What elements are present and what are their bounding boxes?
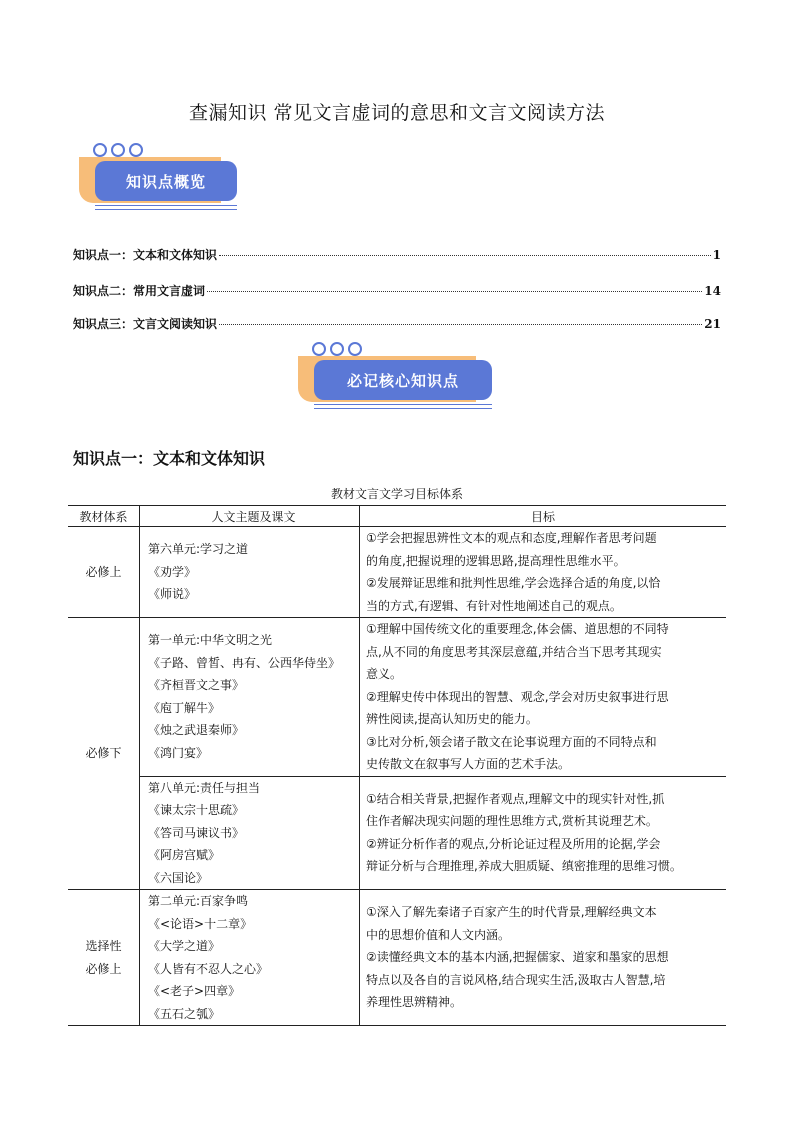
lesson-title: 《烛之武退秦师》: [148, 723, 245, 738]
toc-page: 21: [704, 317, 721, 331]
goal-line: 特点以及各自的言说风格,结合现实生活,汲取古人智慧,培: [366, 972, 666, 987]
unit-title: 第六单元:学习之道: [148, 542, 249, 557]
toc-page: 1: [712, 248, 721, 262]
goal-line: 中的思想价值和人文内涵。: [366, 927, 511, 942]
lesson-title: 《五石之瓠》: [148, 1006, 221, 1021]
section-heading: 知识点一：文本和文体知识: [73, 449, 266, 468]
unit-title: 第一单元:中华文明之光: [148, 633, 273, 648]
system-text: 选择性: [85, 939, 122, 953]
texts-cell: [140, 890, 360, 1026]
goal-line: 的角度,把握说理的逻辑思路,提高理性思维水平。: [366, 553, 626, 568]
lesson-title: 《<论语>十二章》: [148, 916, 253, 931]
page-title: 查漏知识 常见文言虚词的意思和文言文阅读方法: [188, 102, 606, 124]
lesson-title: 《鸿门宴》: [148, 745, 209, 760]
badge-underline: [314, 404, 492, 409]
goal-line: 点,从不同的角度思考其深层意蕴,并结合当下思考其现实: [366, 644, 662, 659]
lesson-title: 《六国论》: [148, 870, 209, 885]
goal-line: ①深入了解先秦诸子百家产生的时代背景,理解经典文本: [366, 905, 657, 920]
goal-line: ②发展辩证思维和批判性思维,学会选择合适的角度,以恰: [366, 576, 661, 590]
core-badge: [298, 342, 494, 410]
system-cell: [68, 527, 140, 618]
toc-item[interactable]: [73, 282, 721, 299]
lesson-title: 《师说》: [148, 587, 197, 602]
system-cell: [68, 890, 140, 1026]
lesson-title: 《大学之道》: [148, 939, 221, 953]
lesson-title: 《齐桓晋文之事》: [148, 678, 245, 693]
goal-line: ①理解中国传统文化的重要理念,体会儒、道思想的不同特: [366, 622, 669, 636]
toc-page: 14: [704, 284, 721, 298]
goals-cell: [360, 890, 727, 1026]
unit-title: 第二单元:百家争鸣: [148, 894, 249, 908]
toc-item[interactable]: [73, 246, 721, 263]
header-goals: 目标: [360, 506, 727, 527]
toc-label: 知识点二：常用文言虚词: [73, 284, 206, 298]
goal-line: ①学会把握思辨性文本的观点和态度,理解作者思考问题: [366, 531, 657, 545]
goal-line: ②读懂经典文本的基本内涵,把握儒家、道家和墨家的思想: [366, 950, 669, 965]
header-texts: 人文主题及课文: [140, 506, 360, 527]
badge-underline: [95, 205, 237, 210]
overview-badge-label: 知识点概览: [95, 161, 237, 201]
lesson-title: 《答司马谏议书》: [148, 825, 245, 840]
goals-table: [68, 505, 726, 1026]
texts-cell: [140, 618, 360, 777]
texts-cell: [140, 776, 360, 890]
texts-cell: [140, 527, 360, 618]
toc-leader: [219, 255, 711, 256]
lesson-title: 《庖丁解牛》: [148, 700, 221, 715]
system-text: 必修下: [85, 746, 122, 761]
goal-line: ②辨证分析作者的观点,分析论证过程及所用的论据,学会: [366, 836, 661, 851]
lesson-title: 《子路、曾皙、冉有、公西华侍坐》: [148, 655, 341, 670]
toc-leader: [219, 324, 702, 325]
goal-line: 当的方式,有逻辑、有针对性地阐述自己的观点。: [366, 598, 622, 613]
goals-cell: [360, 776, 727, 890]
goals-cell: [360, 527, 727, 618]
binder-rings-icon: [312, 342, 362, 356]
goal-line: 辨性阅读,提高认知历史的能力。: [366, 712, 538, 726]
goal-line: ①结合相关背景,把握作者观点,理解文中的现实针对性,抓: [366, 791, 665, 806]
lesson-title: 《谏太宗十思疏》: [148, 803, 245, 817]
goal-line: 意义。: [366, 667, 403, 681]
table-row: [68, 890, 726, 1026]
lesson-title: 《阿房宫赋》: [148, 848, 221, 862]
goal-line: ②理解史传中体现出的智慧、观念,学会对历史叙事进行思: [366, 689, 669, 704]
goal-line: ③比对分析,领会诸子散文在论事说理方面的不同特点和: [366, 734, 657, 749]
toc-leader: [207, 291, 702, 292]
toc-label: 知识点三：文言文阅读知识: [73, 317, 218, 331]
lesson-title: 《劝学》: [148, 564, 197, 579]
system-text: 必修上: [85, 961, 122, 976]
lesson-title: 《人皆有不忍人之心》: [148, 961, 269, 976]
goal-line: 养理性思辨精神。: [366, 995, 463, 1010]
header-system: 教材体系: [68, 506, 140, 527]
lesson-title: 《<老子>四章》: [148, 984, 241, 998]
goal-line: 辩证分析与合理推理,养成大胆质疑、缜密推理的思维习惯。: [366, 859, 682, 874]
table-row: [68, 618, 726, 777]
table-row: [68, 527, 726, 618]
system-text: 必修上: [85, 564, 122, 579]
unit-title: 第八单元:责任与担当: [148, 780, 261, 795]
toc-label: 知识点一：文本和文体知识: [73, 248, 218, 262]
goal-line: 住作者解决现实问题的理性思维方式,赏析其说理艺术。: [366, 814, 658, 829]
overview-badge: [79, 143, 239, 211]
table-row: [68, 776, 726, 890]
goal-line: 史传散文在叙事写人方面的艺术手法。: [366, 757, 571, 771]
system-cell: [68, 618, 140, 890]
core-badge-label: 必记核心知识点: [314, 360, 492, 400]
binder-rings-icon: [93, 143, 143, 157]
goals-cell: [360, 618, 727, 777]
toc-item[interactable]: [73, 315, 721, 332]
table-caption: 教材文言文学习目标体系: [330, 487, 463, 501]
